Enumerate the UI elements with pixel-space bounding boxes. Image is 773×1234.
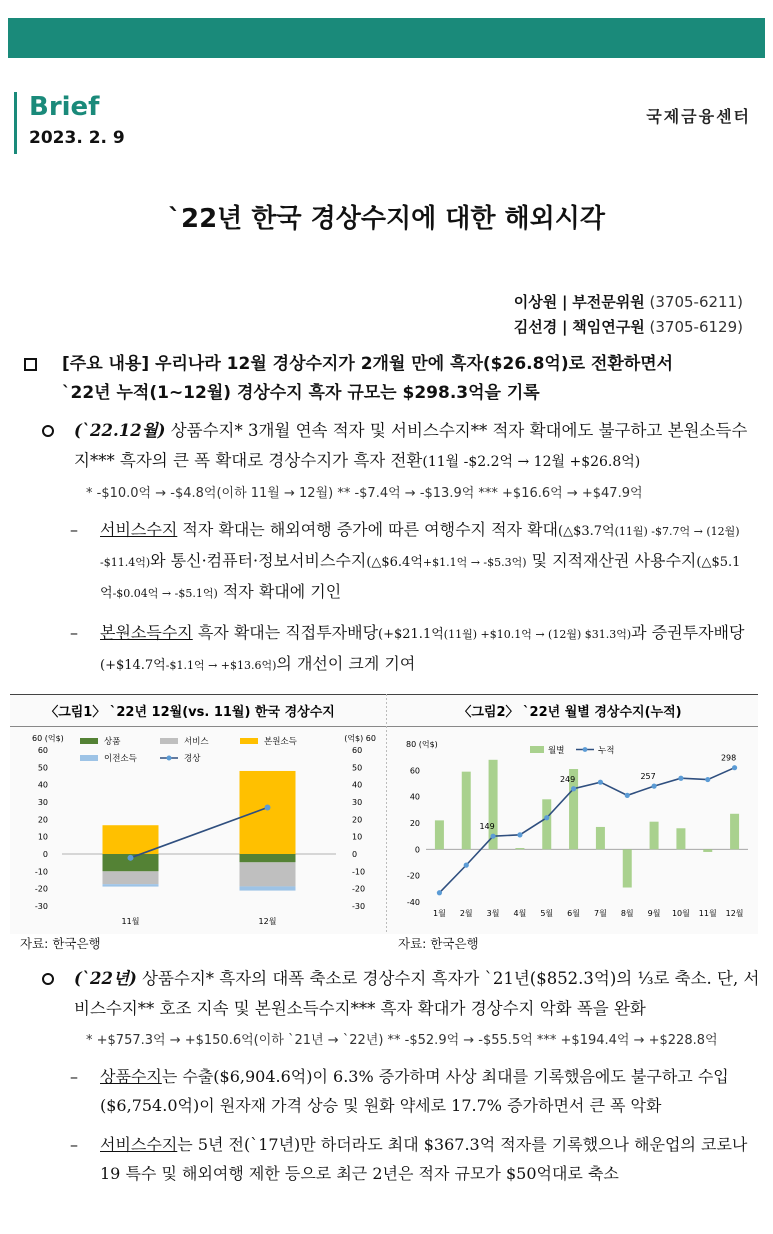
text: 는 수출($6,904.6억)이 6.3% 증가하며 사상 최대를 기록했음에도 불구하고 수입($6,754.0억)이 원자재 가격 상승 및 원화 약세로 17.7% 증가하면서 큰 폭 악화 xyxy=(100,1067,729,1115)
detail: +$1.1억 → -$5.3억) xyxy=(422,556,527,569)
text: 의 개선이 크게 기여 xyxy=(276,654,416,673)
footnote-year: * +$757.3억 → +$150.6억(이하 `21년 → `22년) ** -$52.9억 → -$55.5억 *** +$194.4억 → +$228.8억 xyxy=(86,1033,718,1048)
y-tick-label: -20 xyxy=(34,884,48,894)
y-tick-label-right: 10 xyxy=(352,832,363,842)
y-tick-label-right: -10 xyxy=(352,867,366,877)
y-tick-label-right: 40 xyxy=(352,780,363,790)
point-누적 xyxy=(678,776,683,781)
point-누적 xyxy=(651,784,656,789)
charts-row xyxy=(10,694,758,950)
detail: -$0.04억 → -$5.1억) xyxy=(112,587,218,600)
legend-marker xyxy=(583,747,588,752)
author-1 xyxy=(514,290,743,315)
detail: (11월) -$7.7억 → (12월) -$11.4억) xyxy=(100,525,740,569)
text: 흑자 확대는 직접투자배당 xyxy=(192,623,379,642)
dash-primary-income xyxy=(16,618,761,680)
legend-label: 경상 xyxy=(184,754,201,764)
point-누적 xyxy=(490,834,495,839)
x-tick-label: 9월 xyxy=(647,909,661,918)
bar-월별 xyxy=(623,849,632,887)
legend-label: 누적 xyxy=(598,746,615,756)
y-tick-label: -40 xyxy=(406,898,420,907)
detail: (△$5.1억 xyxy=(100,555,741,601)
key-point-line-1: [주요 내용] 우리나라 12월 경상수지가 2개월 만에 흑자($26.8억)로 전환하면서 xyxy=(62,354,674,374)
term-services: 서비스수지 xyxy=(100,520,178,539)
chart-bg xyxy=(10,694,758,934)
term-primary-income: 본원소득수지 xyxy=(100,623,193,642)
bullet-text: 상품수지* 흑자의 대폭 축소로 경상수지 흑자가 `21년($852.3억)의 ⅓로 축소. 단, 서비스수지** 호조 지속 및 본원소득수지*** 흑자 확대가 경상수지 악화 폭을 완화 xyxy=(74,969,760,1018)
dash-goods xyxy=(16,1062,761,1120)
y-tick-label: -20 xyxy=(406,871,420,881)
bar-월별 xyxy=(435,820,444,849)
author-sep: | xyxy=(562,318,568,336)
author-role: 부전문위원 xyxy=(572,293,645,311)
bullet-dec-summary xyxy=(16,416,761,477)
x-tick-label: 12월 xyxy=(258,917,277,926)
y-tick-label: -30 xyxy=(34,902,48,911)
legend-label: 월별 xyxy=(548,746,565,756)
x-tick-label: 4월 xyxy=(513,909,527,918)
legend-swatch xyxy=(80,755,98,761)
dash-bullet-icon: – xyxy=(70,1067,78,1086)
dash-services-year xyxy=(16,1130,761,1188)
author-role: 책임연구원 xyxy=(572,318,645,336)
legend-swatch xyxy=(240,738,258,744)
y-tick-label: 20 xyxy=(409,819,420,828)
point-누적 xyxy=(598,780,603,785)
y-tick-label: 0 xyxy=(42,850,48,859)
point-경상 xyxy=(128,855,134,861)
data-label: 298 xyxy=(720,753,737,763)
bar-월별 xyxy=(462,772,471,850)
detail: (11월) +$10.1억 → (12월) $31.3억) xyxy=(443,628,632,641)
bar-월별 xyxy=(515,848,524,849)
detail: (+$14.7억 xyxy=(100,658,166,673)
fig2-source: 자료: 한국은행 xyxy=(398,936,479,951)
y-tick-label-right: 60 xyxy=(352,746,363,755)
text: 는 5년 전(`17년)만 하더라도 최대 $367.3억 적자를 기록했으나 해운업의 코로나19 특수 및 해외여행 제한 등으로 최근 2년은 적자 규모가 $50억대로 축소 xyxy=(100,1135,748,1183)
point-누적 xyxy=(732,765,737,770)
bar-이전소득 xyxy=(103,884,159,886)
y-unit-left: 60 (억$) xyxy=(32,734,64,743)
bar-월별 xyxy=(542,799,551,849)
legend-swatch xyxy=(80,738,98,744)
brief-block xyxy=(14,92,125,154)
term-goods: 상품수지 xyxy=(100,1067,162,1086)
y-unit-right: (억$) 60 xyxy=(344,734,376,743)
author-phone: (3705-6211) xyxy=(649,293,743,311)
bullet-lead: (`22.12월) xyxy=(74,421,166,440)
text: 적자 확대에 기인 xyxy=(217,582,342,601)
y-tick-label: -10 xyxy=(34,867,48,877)
bullet-tail: (11월 -$2.2억 → 12월 +$26.8억) xyxy=(422,454,641,470)
y-tick-label: 0 xyxy=(414,845,420,855)
circle-bullet-icon xyxy=(42,973,54,985)
text: 적자 확대는 해외여행 증가에 따른 여행수지 적자 확대 xyxy=(177,520,559,539)
y-tick-label: 50 xyxy=(37,763,48,773)
y-tick-label-right: -20 xyxy=(352,884,366,894)
y-tick-label: 40 xyxy=(409,792,420,802)
author-name: 김선경 xyxy=(513,318,558,336)
y-tick-label-right: 30 xyxy=(352,798,363,807)
bar-월별 xyxy=(676,828,685,849)
y-tick-label-right: 0 xyxy=(352,850,358,859)
bar-서비스 xyxy=(103,871,159,884)
x-tick-label: 10월 xyxy=(671,909,690,918)
x-tick-label: 3월 xyxy=(486,909,500,918)
bullet-year-summary xyxy=(16,964,761,1024)
point-누적 xyxy=(437,890,442,895)
detail: (+$21.1억 xyxy=(378,627,444,642)
key-point-line-2: `22년 누적(1~12월) 경상수지 흑자 규모는 $298.3억을 기록 xyxy=(62,383,540,403)
author-phone: (3705-6129) xyxy=(649,318,743,336)
point-누적 xyxy=(517,832,522,837)
point-누적 xyxy=(464,863,469,868)
point-누적 xyxy=(625,793,630,798)
text: 와 통신·컴퓨터·정보서비스수지 xyxy=(150,551,367,570)
x-tick-label: 11월 xyxy=(698,909,717,918)
y-tick-label: 60 xyxy=(37,746,48,755)
brief-label: Brief xyxy=(29,92,100,122)
x-tick-label: 6월 xyxy=(567,909,580,918)
report-body xyxy=(16,350,761,1188)
text: 및 지적재산권 사용수지 xyxy=(526,551,697,570)
y-tick-label: 30 xyxy=(37,798,48,807)
point-누적 xyxy=(571,786,576,791)
x-tick-label: 8월 xyxy=(620,909,634,918)
bar-월별 xyxy=(703,849,712,852)
bar-본원소득 xyxy=(240,771,296,854)
bar-상품 xyxy=(240,854,296,862)
data-label: 257 xyxy=(640,772,656,782)
legend-label: 서비스 xyxy=(184,737,209,747)
y-tick-label-right: 50 xyxy=(352,763,363,773)
x-tick-label: 2월 xyxy=(459,909,473,918)
legend-marker xyxy=(167,756,172,761)
author-name: 이상원 xyxy=(513,293,558,311)
point-경상 xyxy=(265,805,271,811)
key-point-heading xyxy=(16,350,761,408)
x-tick-label: 11월 xyxy=(121,917,140,926)
charts-svg xyxy=(10,694,758,934)
y-unit: 80 (억$) xyxy=(406,740,438,749)
legend-label: 상품 xyxy=(104,737,121,747)
author-2 xyxy=(514,315,743,340)
legend-swatch xyxy=(160,738,178,744)
dash-services xyxy=(16,515,761,608)
fig1-source: 자료: 한국은행 xyxy=(20,936,101,951)
point-누적 xyxy=(705,777,710,782)
bar-월별 xyxy=(650,822,659,850)
x-tick-label: 7월 xyxy=(594,909,607,918)
legend-label: 이전소득 xyxy=(104,754,137,764)
y-tick-label: 60 xyxy=(409,766,420,776)
circle-bullet-icon xyxy=(42,425,54,437)
bar-월별 xyxy=(596,827,605,849)
x-tick-label: 1월 xyxy=(433,909,446,918)
bar-이전소득 xyxy=(240,886,296,890)
text: 과 증권투자배당 xyxy=(631,623,745,642)
report-date: 2023. 2. 9 xyxy=(29,128,125,148)
detail: (△$6.4억 xyxy=(366,555,423,570)
y-tick-label: 20 xyxy=(37,815,48,825)
bullet-text: 상품수지* 3개월 연속 적자 및 서비스수지** 적자 확대에도 불구하고 본원소득수지*** 흑자의 큰 폭 확대로 경상수지가 흑자 전환 xyxy=(74,421,748,470)
y-tick-label-right: -30 xyxy=(352,902,366,911)
point-누적 xyxy=(544,815,549,820)
y-tick-label-right: 20 xyxy=(352,815,363,825)
header-bar xyxy=(8,18,765,58)
y-tick-label: 40 xyxy=(37,780,48,790)
detail: -$1.1억 → +$13.6억) xyxy=(165,659,277,672)
y-tick-label: 10 xyxy=(37,832,48,842)
bar-월별 xyxy=(730,814,739,850)
legend-swatch xyxy=(530,746,544,753)
report-title: `22년 한국 경상수지에 대한 해외시각 xyxy=(167,204,605,234)
legend-label: 본원소득 xyxy=(264,737,297,747)
fig1-title: 〈그림1〉 `22년 12월(vs. 11월) 한국 경상수지 xyxy=(45,705,335,720)
bar-서비스 xyxy=(240,862,296,886)
bar-본원소득 xyxy=(103,825,159,854)
author-list xyxy=(514,290,743,340)
dash-bullet-icon: – xyxy=(70,623,78,642)
checkbox-bullet-icon xyxy=(24,358,37,371)
data-label: 149 xyxy=(479,822,495,832)
footnote-dec: * -$10.0억 → -$4.8억(이하 11월 → 12월) ** -$7.4억 → -$13.9억 *** +$16.6억 → +$47.9억 xyxy=(86,486,643,501)
bullet-lead: (`22년) xyxy=(74,969,137,988)
author-sep: | xyxy=(562,293,568,311)
dash-bullet-icon: – xyxy=(70,1135,78,1154)
detail: (△$3.7억 xyxy=(558,524,615,539)
data-label: 249 xyxy=(559,774,576,784)
dash-bullet-icon: – xyxy=(70,520,78,539)
fig2-title: 〈그림2〉 `22년 월별 경상수지(누적) xyxy=(458,705,682,720)
organization-name: 국제금융센터 xyxy=(646,107,751,126)
term-services: 서비스수지 xyxy=(100,1135,178,1154)
x-tick-label: 5월 xyxy=(540,909,554,918)
x-tick-label: 12월 xyxy=(725,909,744,918)
